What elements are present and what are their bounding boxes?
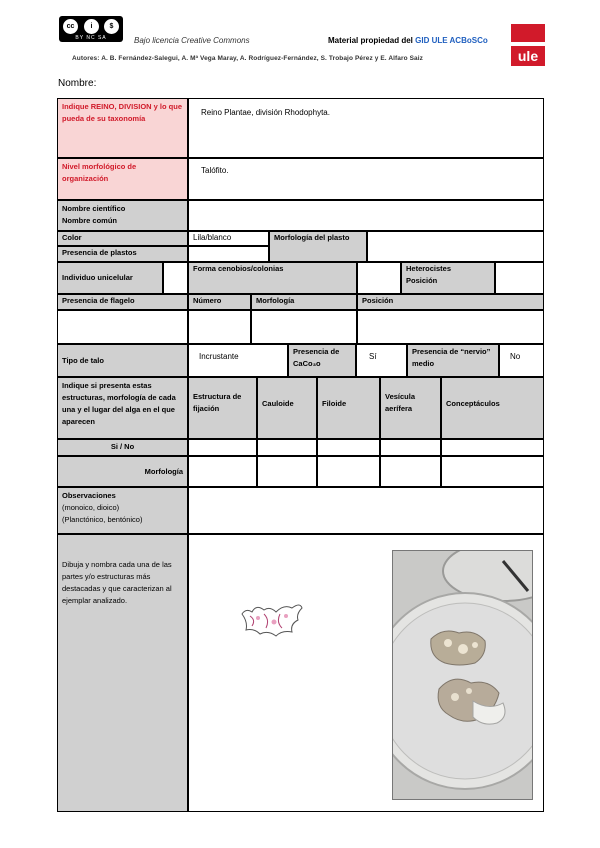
filoide-morfologia[interactable]: [317, 456, 380, 487]
logo-text: ule: [511, 46, 545, 66]
reino-label: Indique REINO, DIVISION y lo que pueda de su taxonomía: [57, 98, 188, 158]
individuo-unicelular-value[interactable]: [163, 262, 188, 294]
color-label: Color: [57, 231, 188, 246]
forma-cenobios-value[interactable]: [357, 262, 401, 294]
conceptaculos-label: Conceptáculos: [441, 377, 544, 439]
numero-label: Número: [188, 294, 251, 310]
creative-commons-badge: [59, 16, 123, 42]
cauloide-si-no[interactable]: [257, 439, 317, 456]
specimen-photo: [392, 550, 533, 800]
morfologia-flagelo-value[interactable]: [251, 310, 357, 344]
nervio-value[interactable]: No: [499, 344, 544, 377]
nombre-cientifico-label: [57, 200, 188, 231]
dibuja-label: Dibuja y nombra cada una de las partes y/o estructuras más destacadas y que caracterizan al ejemplar analizado.: [57, 534, 188, 812]
presencia-caco3-label: Presencia de CaCo₃o: [288, 344, 356, 377]
planctonico-text: (Planctónico, bentónico): [62, 515, 143, 524]
estructura-fijacion-label: Estructura de fijación: [188, 377, 257, 439]
color-value[interactable]: Lila/blanco: [188, 231, 269, 246]
morfologia-plasto-label: Morfología del plasto: [269, 231, 367, 262]
indique-estructuras-label: Indique si presenta estas estructuras, morfología de cada una y el lugar del alga en el que aparecen: [57, 377, 188, 439]
nombre-comun-text: Nombre común: [62, 216, 118, 225]
heterocistes-label: [401, 262, 495, 294]
logo-emblem: [511, 24, 545, 42]
cauloide-morfologia[interactable]: [257, 456, 317, 487]
presencia-plastos-label: Presencia de plastos: [57, 246, 188, 262]
license-text: Bajo licencia Creative Commons: [134, 36, 250, 45]
fijacion-si-no[interactable]: [188, 439, 257, 456]
by-icon: i: [83, 18, 100, 35]
cc-badge-text: BY NC SA: [75, 35, 107, 41]
nivel-label: Nivel morfológico de organización: [57, 158, 188, 200]
vesicula-morfologia[interactable]: [380, 456, 441, 487]
individuo-unicelular-label: Individuo unicelular: [57, 262, 163, 294]
heterocistes-posicion-text: Posición: [406, 276, 438, 285]
fijacion-morfologia[interactable]: [188, 456, 257, 487]
conceptaculos-si-no[interactable]: [441, 439, 544, 456]
vesicula-si-no[interactable]: [380, 439, 441, 456]
property-text: [328, 36, 488, 45]
presencia-flagelo-label: Presencia de flagelo: [57, 294, 188, 310]
filoide-si-no[interactable]: [317, 439, 380, 456]
university-logo: [511, 24, 545, 66]
heterocistes-value[interactable]: [495, 262, 544, 294]
presencia-nervio-label: Presencia de “nervio” medio: [407, 344, 499, 377]
reino-value[interactable]: Reino Plantae, división Rhodophyta.: [188, 98, 544, 158]
posicion-flagelo-value[interactable]: [357, 310, 544, 344]
observaciones-title: Observaciones: [62, 491, 116, 500]
conceptaculos-morfologia[interactable]: [441, 456, 544, 487]
property-prefix: Material propiedad del: [328, 36, 413, 45]
petri-dish-image: [393, 551, 532, 799]
caco3-value[interactable]: Sí: [356, 344, 407, 377]
si-no-label: Si / No: [57, 439, 188, 456]
nc-sa-icon: $: [103, 18, 120, 35]
presencia-plastos-value[interactable]: [188, 246, 269, 262]
morfologia-flagelo-label: Morfología: [251, 294, 357, 310]
nivel-value[interactable]: Talófito.: [188, 158, 544, 200]
tipo-talo-value[interactable]: Incrustante: [188, 344, 288, 377]
numero-value[interactable]: [188, 310, 251, 344]
morfologia-plasto-value[interactable]: [367, 231, 544, 262]
cc-icon: cc: [62, 18, 79, 35]
property-group: GID ULE ACBoSCo: [415, 36, 488, 45]
cauloide-label: Cauloide: [257, 377, 317, 439]
heterocistes-text: Heterocistes: [406, 264, 452, 273]
tipo-talo-label: Tipo de talo: [57, 344, 188, 377]
nombre-value[interactable]: [188, 200, 544, 231]
forma-cenobios-label: Forma cenobios/colonias: [188, 262, 357, 294]
monoico-text: (monoico, dioico): [62, 503, 120, 512]
presencia-flagelo-value[interactable]: [57, 310, 188, 344]
nombre-cientifico-text: Nombre científico: [62, 204, 126, 213]
alga-sketch: [236, 600, 306, 640]
morfologia-row-label: Morfología: [57, 456, 188, 487]
authors-line: Autores: A. B. Fernández-Salegui, A. Mª Vega Maray, A. Rodríguez-Fernández, S. Trobajo Pérez y E. Alfaro Saiz: [72, 55, 424, 62]
filoide-label: Filoide: [317, 377, 380, 439]
nombre-label: Nombre:: [58, 78, 97, 89]
vesicula-label: Vesícula aerífera: [380, 377, 441, 439]
posicion-flagelo-label: Posición: [357, 294, 544, 310]
observaciones-value[interactable]: [188, 487, 544, 534]
observaciones-label: [57, 487, 188, 534]
